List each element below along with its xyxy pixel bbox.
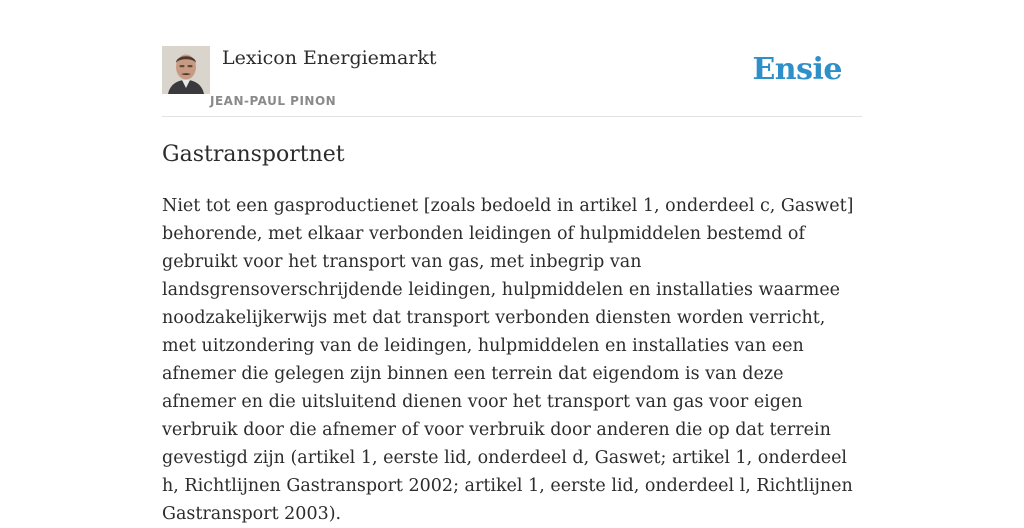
author-portrait-icon: [162, 46, 210, 94]
author-avatar[interactable]: [162, 46, 210, 94]
header: [162, 0, 862, 117]
brand-logo[interactable]: Ensie: [752, 52, 842, 87]
entry-definition: Niet tot een gasproductienet [zoals bedoeld in artikel 1, onderdeel c, Gaswet] behorende, met elkaar verbonden leidingen of hulpmiddelen bestemd of gebruikt voor het transport van gas, met inbegrip van landsgrensoverschrijdende leidingen, hulpmiddelen en installaties waarmee noodzakelijkerwijs met dat transport verbonden diensten worden verricht, met uitzondering van de leidingen, hulpmiddelen en installaties van een afnemer die gelegen zijn binnen een terrein dat eigendom is van deze afnemer en die uitsluitend dienen voor het transport van gas voor eigen verbruik door die afnemer of voor verbruik door anderen die op dat terrein gevestigd zijn (artikel 1, eerste lid, onderdeel d, Gaswet; artikel 1, onderdeel h, Richtlijnen Gastransport 2002; artikel 1, eerste lid, onderdeel l, Richtlijnen Gastransport 2003).: [162, 196, 854, 524]
author-name[interactable]: JEAN-PAUL PINON: [210, 94, 337, 108]
book-title[interactable]: Lexicon Energiemarkt: [222, 47, 437, 69]
entry-term: Gastransportnet: [162, 142, 345, 167]
